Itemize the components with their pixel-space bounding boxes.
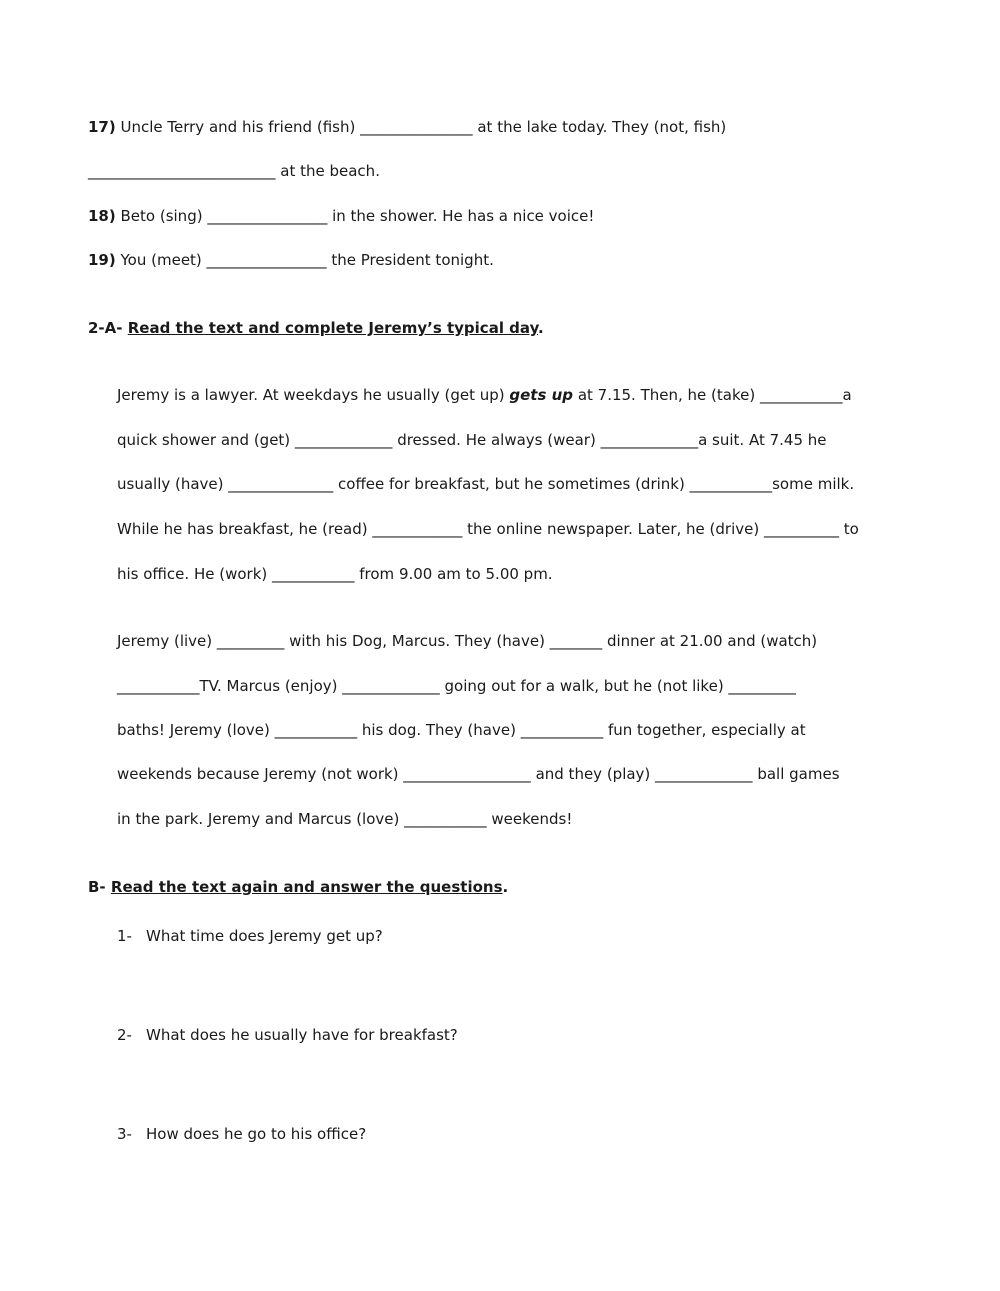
paragraph-1-line-3: usually (have) ______________ coffee for breakfast, but he sometimes (drink) ___________some milk. xyxy=(117,475,855,493)
exercise-text: You (meet) ________________ the President tonight. xyxy=(115,251,494,269)
question-2 xyxy=(117,1025,458,1045)
paragraph-1-line-5: his office. He (work) ___________ from 9.00 am to 5.00 pm. xyxy=(117,565,553,583)
question-3 xyxy=(117,1124,366,1144)
text-segment: at 7.15. Then, he (take) ___________a xyxy=(573,386,852,404)
paragraph-2-line-3: baths! Jeremy (love) ___________ his dog. They (have) ___________ fun together, especially at xyxy=(117,721,806,739)
question-text: What does he usually have for breakfast? xyxy=(146,1026,458,1044)
paragraph-2-line-2: ___________TV. Marcus (enjoy) _____________ going out for a walk, but he (not like) _________ xyxy=(117,677,796,695)
paragraph-2-line-4: weekends because Jeremy (not work) _________________ and they (play) _____________ ball games xyxy=(117,765,840,783)
question-text: What time does Jeremy get up? xyxy=(146,927,383,945)
paragraph-2-line-5: in the park. Jeremy and Marcus (love) ___________ weekends! xyxy=(117,810,573,828)
exercise-number: 17) xyxy=(88,118,116,136)
exercise-17-line-2 xyxy=(88,161,380,181)
question-1 xyxy=(117,926,383,946)
exercise-19 xyxy=(88,250,494,270)
section-a-heading xyxy=(88,318,544,338)
section-b-prefix: B- xyxy=(88,878,111,896)
section-a-title: Read the text and complete Jeremy’s typical day xyxy=(127,319,538,337)
paragraph-2-line-1: Jeremy (live) _________ with his Dog, Marcus. They (have) _______ dinner at 21.00 and (watch) xyxy=(117,632,818,650)
exercise-17-line-1 xyxy=(88,117,726,137)
exercise-number: 18) xyxy=(88,207,116,225)
text-segment: Jeremy is a lawyer. At weekdays he usually (get up) xyxy=(117,386,510,404)
exercise-text: Beto (sing) ________________ in the shower. He has a nice voice! xyxy=(115,207,595,225)
paragraph-1-line-4: While he has breakfast, he (read) ____________ the online newspaper. Later, he (drive) __________ to xyxy=(117,520,859,538)
section-b-heading xyxy=(88,877,508,897)
exercise-text: Uncle Terry and his friend (fish) _______________ at the lake today. They (not, fish) xyxy=(115,118,727,136)
section-b-suffix: . xyxy=(502,878,509,896)
paragraph-1-line-2: quick shower and (get) _____________ dressed. He always (wear) _____________a suit. At 7.45 he xyxy=(117,431,827,449)
section-a-suffix: . xyxy=(538,319,544,337)
section-b-title: Read the text again and answer the questions xyxy=(110,878,503,896)
exercise-number: 19) xyxy=(88,251,116,269)
example-answer: gets up xyxy=(509,386,574,404)
question-number: 3- xyxy=(117,1125,132,1143)
question-text: How does he go to his office? xyxy=(146,1125,367,1143)
question-number: 2- xyxy=(117,1026,132,1044)
question-number: 1- xyxy=(117,927,132,945)
section-a-prefix: 2-A- xyxy=(88,319,128,337)
exercise-text: _________________________ at the beach. xyxy=(88,162,380,180)
paragraph-1-line-1 xyxy=(117,385,852,405)
exercise-18 xyxy=(88,206,594,226)
